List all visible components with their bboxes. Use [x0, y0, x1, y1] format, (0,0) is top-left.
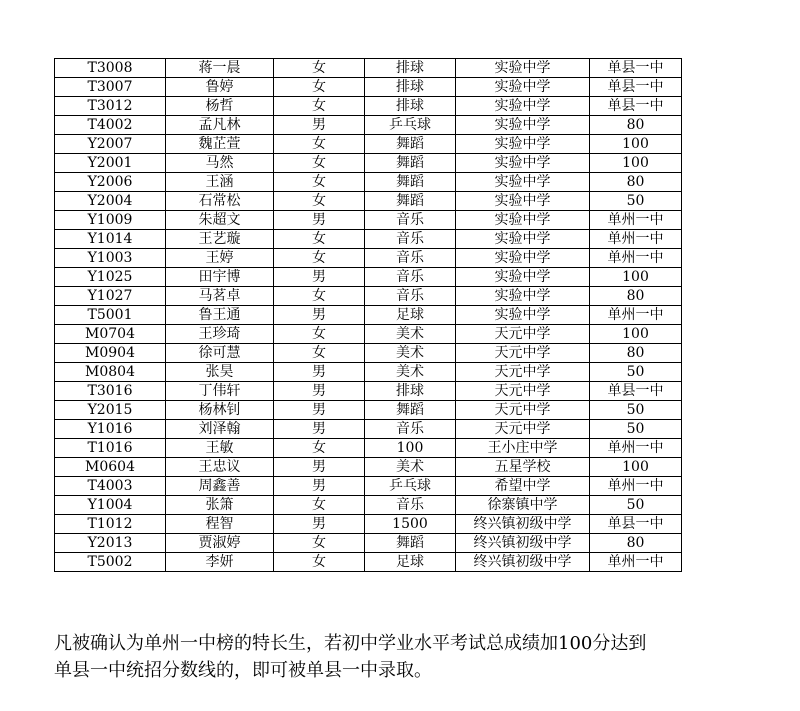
specialty-cell: 美术 [365, 344, 456, 363]
school-cell: 实验中学 [456, 268, 590, 287]
student-id-cell: M0704 [55, 325, 166, 344]
result-cell: 50 [590, 420, 682, 439]
student-name-cell: 鲁王通 [166, 306, 274, 325]
result-cell: 单州一中 [590, 553, 682, 572]
table-row [55, 496, 682, 515]
gender-cell: 女 [274, 78, 365, 97]
result-cell: 50 [590, 401, 682, 420]
student-name-cell: 杨林钊 [166, 401, 274, 420]
result-cell: 100 [590, 268, 682, 287]
result-cell: 50 [590, 496, 682, 515]
table-row [55, 363, 682, 382]
school-cell: 实验中学 [456, 306, 590, 325]
student-id-cell: Y2015 [55, 401, 166, 420]
result-cell: 单州一中 [590, 249, 682, 268]
specialty-cell: 排球 [365, 78, 456, 97]
student-id-cell: Y2004 [55, 192, 166, 211]
student-name-cell: 孟凡林 [166, 116, 274, 135]
table-row [55, 287, 682, 306]
specialty-cell: 乒乓球 [365, 477, 456, 496]
student-id-cell: T1016 [55, 439, 166, 458]
school-cell: 实验中学 [456, 287, 590, 306]
student-id-cell: Y2013 [55, 534, 166, 553]
specialty-cell: 排球 [365, 382, 456, 401]
specialty-cell: 音乐 [365, 420, 456, 439]
student-id-cell: Y1004 [55, 496, 166, 515]
student-id-cell: T5002 [55, 553, 166, 572]
student-table [54, 58, 682, 572]
school-cell: 天元中学 [456, 344, 590, 363]
student-name-cell: 鲁婷 [166, 78, 274, 97]
gender-cell: 男 [274, 211, 365, 230]
specialty-cell: 排球 [365, 97, 456, 116]
table-row [55, 192, 682, 211]
table-row [55, 306, 682, 325]
school-cell: 实验中学 [456, 154, 590, 173]
gender-cell: 男 [274, 363, 365, 382]
student-name-cell: 马茗卓 [166, 287, 274, 306]
result-cell: 单县一中 [590, 78, 682, 97]
admission-note-line-1: 凡被确认为单州一中榜的特长生，若初中学业水平考试总成绩加100分达到 [54, 633, 647, 654]
gender-cell: 女 [274, 173, 365, 192]
student-id-cell: Y1025 [55, 268, 166, 287]
student-id-cell: T3016 [55, 382, 166, 401]
student-name-cell: 张昊 [166, 363, 274, 382]
gender-cell: 男 [274, 382, 365, 401]
school-cell: 实验中学 [456, 173, 590, 192]
student-id-cell: T3008 [55, 59, 166, 78]
school-cell: 天元中学 [456, 325, 590, 344]
student-id-cell: Y2007 [55, 135, 166, 154]
gender-cell: 男 [274, 116, 365, 135]
gender-cell: 男 [274, 268, 365, 287]
student-id-cell: Y1009 [55, 211, 166, 230]
table-row [55, 439, 682, 458]
school-cell: 实验中学 [456, 192, 590, 211]
specialty-cell: 舞蹈 [365, 135, 456, 154]
student-id-cell: Y2006 [55, 173, 166, 192]
school-cell: 实验中学 [456, 78, 590, 97]
specialty-cell: 舞蹈 [365, 192, 456, 211]
gender-cell: 女 [274, 192, 365, 211]
result-cell: 100 [590, 458, 682, 477]
result-cell: 单州一中 [590, 306, 682, 325]
school-cell: 实验中学 [456, 211, 590, 230]
student-name-cell: 王婷 [166, 249, 274, 268]
result-cell: 80 [590, 173, 682, 192]
table-row [55, 135, 682, 154]
result-cell: 单县一中 [590, 382, 682, 401]
table-row [55, 249, 682, 268]
gender-cell: 女 [274, 59, 365, 78]
gender-cell: 女 [274, 496, 365, 515]
gender-cell: 女 [274, 287, 365, 306]
school-cell: 实验中学 [456, 230, 590, 249]
table-row [55, 154, 682, 173]
specialty-cell: 100 [365, 439, 456, 458]
student-id-cell: Y1027 [55, 287, 166, 306]
student-name-cell: 田宇博 [166, 268, 274, 287]
specialty-cell: 舞蹈 [365, 534, 456, 553]
student-name-cell: 徐可慧 [166, 344, 274, 363]
specialty-cell: 音乐 [365, 268, 456, 287]
student-table-body [55, 59, 682, 572]
student-name-cell: 周鑫善 [166, 477, 274, 496]
table-row [55, 78, 682, 97]
student-name-cell: 贾淑婷 [166, 534, 274, 553]
gender-cell: 女 [274, 230, 365, 249]
school-cell: 天元中学 [456, 382, 590, 401]
table-row [55, 173, 682, 192]
gender-cell: 女 [274, 325, 365, 344]
school-cell: 实验中学 [456, 59, 590, 78]
student-name-cell: 张箫 [166, 496, 274, 515]
student-id-cell: Y2001 [55, 154, 166, 173]
specialty-cell: 音乐 [365, 249, 456, 268]
table-row [55, 268, 682, 287]
table-row [55, 553, 682, 572]
specialty-cell: 美术 [365, 363, 456, 382]
student-name-cell: 李妍 [166, 553, 274, 572]
table-row [55, 477, 682, 496]
student-name-cell: 王珍琦 [166, 325, 274, 344]
specialty-cell: 足球 [365, 306, 456, 325]
specialty-cell: 舞蹈 [365, 401, 456, 420]
student-name-cell: 程智 [166, 515, 274, 534]
result-cell: 单州一中 [590, 211, 682, 230]
result-cell: 80 [590, 534, 682, 553]
admission-note-line-2: 单县一中统招分数线的，即可被单县一中录取。 [54, 660, 432, 681]
student-id-cell: T3007 [55, 78, 166, 97]
student-id-cell: T1012 [55, 515, 166, 534]
student-id-cell: T5001 [55, 306, 166, 325]
school-cell: 五星学校 [456, 458, 590, 477]
result-cell: 50 [590, 363, 682, 382]
school-cell: 终兴镇初级中学 [456, 553, 590, 572]
student-name-cell: 马然 [166, 154, 274, 173]
gender-cell: 女 [274, 553, 365, 572]
student-name-cell: 王敏 [166, 439, 274, 458]
result-cell: 单州一中 [590, 230, 682, 249]
school-cell: 终兴镇初级中学 [456, 534, 590, 553]
table-row [55, 344, 682, 363]
student-id-cell: M0604 [55, 458, 166, 477]
result-cell: 50 [590, 192, 682, 211]
result-cell: 100 [590, 154, 682, 173]
gender-cell: 女 [274, 344, 365, 363]
student-name-cell: 王忠议 [166, 458, 274, 477]
table-row [55, 230, 682, 249]
gender-cell: 男 [274, 420, 365, 439]
student-name-cell: 刘泽翰 [166, 420, 274, 439]
table-row [55, 116, 682, 135]
specialty-cell: 1500 [365, 515, 456, 534]
table-row [55, 325, 682, 344]
table-row [55, 401, 682, 420]
school-cell: 天元中学 [456, 420, 590, 439]
admission-note [54, 630, 764, 684]
specialty-cell: 美术 [365, 325, 456, 344]
student-id-cell: Y1016 [55, 420, 166, 439]
gender-cell: 女 [274, 97, 365, 116]
student-name-cell: 杨哲 [166, 97, 274, 116]
result-cell: 100 [590, 135, 682, 154]
gender-cell: 男 [274, 458, 365, 477]
gender-cell: 女 [274, 439, 365, 458]
result-cell: 100 [590, 325, 682, 344]
specialty-cell: 乒乓球 [365, 116, 456, 135]
student-name-cell: 王艺璇 [166, 230, 274, 249]
result-cell: 单州一中 [590, 439, 682, 458]
gender-cell: 女 [274, 249, 365, 268]
table-row [55, 211, 682, 230]
specialty-cell: 音乐 [365, 496, 456, 515]
student-name-cell: 魏芷萱 [166, 135, 274, 154]
result-cell: 单州一中 [590, 477, 682, 496]
result-cell: 80 [590, 344, 682, 363]
school-cell: 徐寨镇中学 [456, 496, 590, 515]
specialty-cell: 音乐 [365, 287, 456, 306]
gender-cell: 男 [274, 401, 365, 420]
table-row [55, 420, 682, 439]
table-row [55, 534, 682, 553]
specialty-cell: 音乐 [365, 211, 456, 230]
gender-cell: 男 [274, 306, 365, 325]
school-cell: 实验中学 [456, 116, 590, 135]
gender-cell: 男 [274, 515, 365, 534]
student-id-cell: Y1014 [55, 230, 166, 249]
school-cell: 天元中学 [456, 401, 590, 420]
student-id-cell: Y1003 [55, 249, 166, 268]
specialty-cell: 舞蹈 [365, 173, 456, 192]
student-id-cell: M0904 [55, 344, 166, 363]
student-id-cell: T4002 [55, 116, 166, 135]
gender-cell: 女 [274, 154, 365, 173]
student-name-cell: 丁伟轩 [166, 382, 274, 401]
table-row [55, 458, 682, 477]
gender-cell: 女 [274, 534, 365, 553]
student-id-cell: T4003 [55, 477, 166, 496]
student-name-cell: 蒋一晨 [166, 59, 274, 78]
school-cell: 实验中学 [456, 97, 590, 116]
specialty-cell: 舞蹈 [365, 154, 456, 173]
school-cell: 实验中学 [456, 249, 590, 268]
result-cell: 单县一中 [590, 97, 682, 116]
table-row [55, 97, 682, 116]
table-row [55, 515, 682, 534]
table-row [55, 59, 682, 78]
school-cell: 王小庄中学 [456, 439, 590, 458]
result-cell: 80 [590, 287, 682, 306]
result-cell: 单县一中 [590, 515, 682, 534]
student-name-cell: 朱超文 [166, 211, 274, 230]
school-cell: 天元中学 [456, 363, 590, 382]
student-id-cell: M0804 [55, 363, 166, 382]
specialty-cell: 排球 [365, 59, 456, 78]
school-cell: 实验中学 [456, 135, 590, 154]
result-cell: 80 [590, 116, 682, 135]
student-id-cell: T3012 [55, 97, 166, 116]
gender-cell: 女 [274, 135, 365, 154]
specialty-cell: 美术 [365, 458, 456, 477]
school-cell: 终兴镇初级中学 [456, 515, 590, 534]
specialty-cell: 足球 [365, 553, 456, 572]
specialty-cell: 音乐 [365, 230, 456, 249]
table-row [55, 382, 682, 401]
gender-cell: 男 [274, 477, 365, 496]
result-cell: 单县一中 [590, 59, 682, 78]
school-cell: 希望中学 [456, 477, 590, 496]
student-name-cell: 石常松 [166, 192, 274, 211]
student-name-cell: 王涵 [166, 173, 274, 192]
